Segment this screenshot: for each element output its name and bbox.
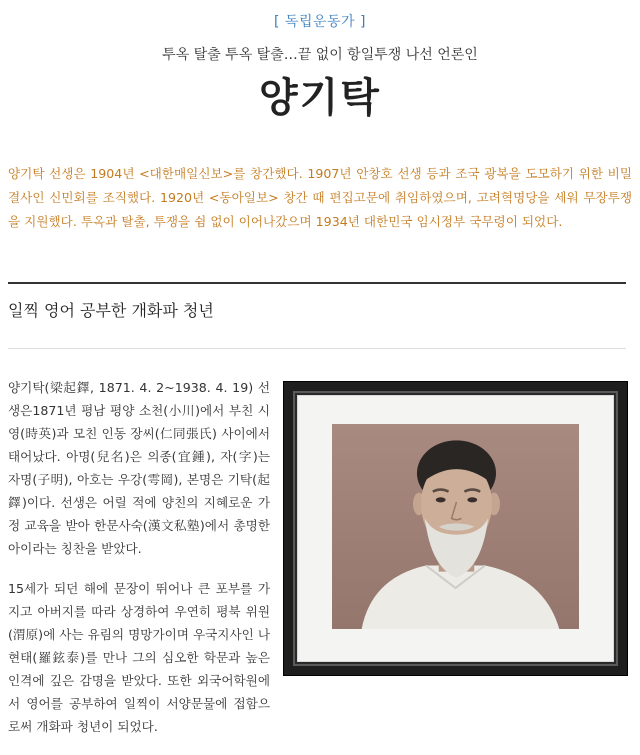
article-body	[8, 376, 270, 755]
section-divider-top	[8, 282, 626, 284]
intro-summary: 양기탁 선생은 1904년 <대한매일신보>를 창간했다. 1907년 안창호 선생 등과 조국 광복을 도모하기 위한 비밀결사인 신민회를 조직했다. 1920년 <동아일보> 창간 때 편집고문에 취임하였으며, 고려혁명당을 세워 무장투쟁을 지원했다. 투옥과 탈출, 투쟁을 쉼 없이 이어나갔으며 1934년 대한민국 임시정부 국무령이 되었다.	[8, 166, 632, 229]
category-label: [ 독립운동가 ]	[274, 14, 366, 30]
portrait-photo	[332, 424, 579, 629]
body-paragraph-1: 양기탁(梁起鐸, 1871. 4. 2~1938. 4. 19) 선생은1871년 평남 평양 소천(小川)에서 부친 시영(時英)과 모친 인동 장씨(仁同張氏) 사이에서 태어났다. 아명(兒名)은 의종(宜鍾), 자(字)는 자명(子明), 아호는 우강(雩岡), 본명은 기탁(起鐸)이다. 선생은 어릴 적에 양친의 지혜로운 가정 교육을 받아 한문사숙(漢文私塾)에서 총명한 아이라는 칭찬을 받았다.	[8, 380, 270, 556]
article-subtitle: 투옥 탈출 투옥 탈출…끝 없이 항일투쟁 나선 언론인	[162, 47, 478, 63]
body-paragraph-2: 15세가 되던 해에 문장이 뛰어나 큰 포부를 가지고 아버지를 따라 상경하여 우연히 평북 위원(渭原)에 사는 유림의 명망가이며 우국지사인 나현태(羅鉉泰)를 만나 그의 심오한 학문과 높은 인격에 깊은 감명을 받았다. 또한 외국어학원에서 영어를 공부하여 일찍이 서양문물에 접함으로써 개화파 청년이 되었다.	[8, 581, 270, 734]
section-heading: 일찍 영어 공부한 개화파 청년	[8, 301, 214, 320]
portrait-mat	[297, 395, 614, 662]
section-divider-bottom	[8, 348, 626, 349]
article-title: 양기탁	[259, 74, 381, 121]
portrait-frame-inner	[293, 391, 618, 666]
portrait-frame	[284, 382, 627, 675]
portrait-illustration	[332, 424, 579, 629]
